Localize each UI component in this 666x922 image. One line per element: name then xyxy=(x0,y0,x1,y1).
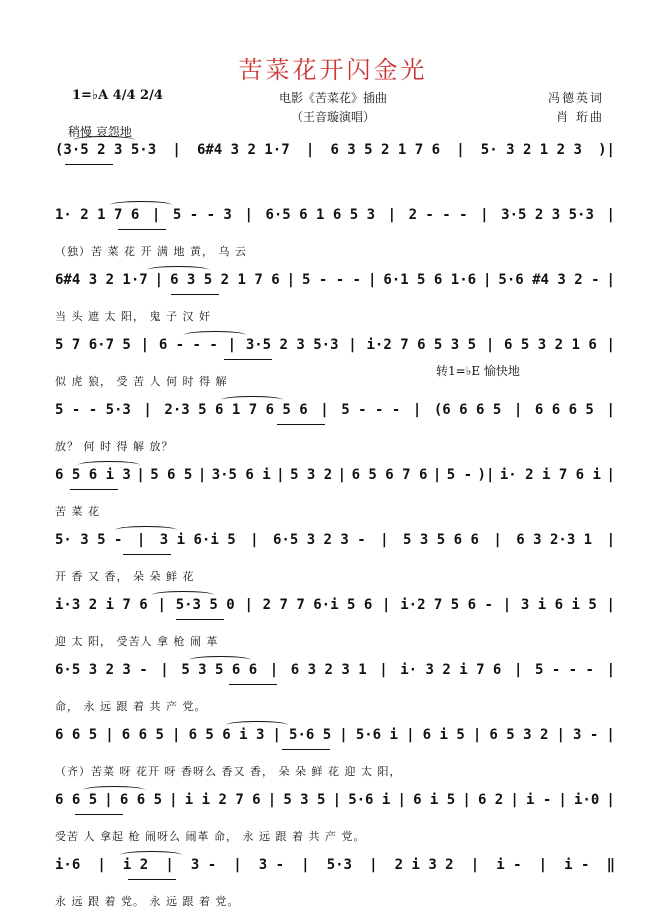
measure: 5· 3 2 1 2 3 xyxy=(480,142,582,158)
beam-line xyxy=(176,619,224,620)
beam-line xyxy=(70,489,118,490)
lyric-line: 似 虎 狼， 受 苦 人 何 时 得 解 xyxy=(55,375,228,388)
bar-line: ‖ xyxy=(606,857,615,873)
slur-mark xyxy=(120,851,182,859)
measure: 3 i 6·i 5 xyxy=(159,532,236,548)
beam-line xyxy=(118,229,166,230)
measure: 5 3 5 6 6 xyxy=(403,532,479,548)
measure: i 2 xyxy=(122,857,149,873)
measure: 6 3 2·3 1 xyxy=(516,532,593,548)
beam-line xyxy=(229,684,277,685)
measure: 5·6 5 xyxy=(289,727,332,743)
measure: 6 - - - xyxy=(158,337,218,353)
lyricist: 冯德英词 xyxy=(547,91,604,105)
bar-line: | xyxy=(382,597,391,613)
measure: 5 - - 5·3 xyxy=(55,402,131,418)
bar-line: | xyxy=(380,532,389,548)
notation-line xyxy=(55,337,615,361)
tempo-marking: 稍慢 哀怨地 xyxy=(68,125,132,139)
measure: 6·1 5 6 1·6 xyxy=(383,272,477,288)
measure: 5 6 5 xyxy=(150,467,193,483)
measure: i - xyxy=(525,792,552,808)
bar-line: | xyxy=(606,727,615,743)
bar-line: | xyxy=(140,337,150,353)
measure: 5 - - - xyxy=(534,662,594,678)
bar-line: | xyxy=(397,792,406,808)
bar-line: | xyxy=(493,532,502,548)
bar-line: | xyxy=(301,857,310,873)
score-row xyxy=(55,792,615,857)
lyric-line: 命， 永 远 跟 着 共 产 党。 xyxy=(55,700,207,713)
score-row xyxy=(55,142,615,207)
notation-line xyxy=(55,727,615,751)
measure: 5 3 2 xyxy=(290,467,333,483)
measure: 3 - xyxy=(190,857,217,873)
measure: 6 6 5 xyxy=(55,727,98,743)
measure: i - xyxy=(496,857,522,873)
lyric-line: 当 头 遮 太 阳， 鬼 子 汉 奸 xyxy=(55,310,211,323)
score-row xyxy=(55,532,615,597)
measure: 6 6 5 xyxy=(55,792,98,808)
slur-mark xyxy=(152,591,214,599)
measure: 3 - xyxy=(573,727,599,743)
measure: i· 3 2 i 7 6 xyxy=(400,662,502,678)
measure: 6 6 5 xyxy=(119,792,163,808)
measure: 6·5 3 2 3 - xyxy=(272,532,366,548)
bar-line: | xyxy=(470,857,480,873)
bar-line: | xyxy=(105,727,114,743)
notation-line xyxy=(55,207,615,231)
bar-line: | xyxy=(606,792,615,808)
measure: 5·6 i xyxy=(348,792,391,808)
measure: 6 3 5 2 1 7 6 xyxy=(170,272,280,288)
notation-line xyxy=(55,467,615,491)
measure: i i 2 7 6 xyxy=(184,792,261,808)
measure: i·2 7 6 5 3 5 xyxy=(366,337,477,353)
lyric-line: 开 香 又 香， 朵 朵 鲜 花 xyxy=(55,570,195,583)
beam-line xyxy=(224,359,272,360)
bar-line: | xyxy=(97,857,106,873)
measure: 3 i 6 i 5 xyxy=(520,597,597,613)
measure: 6 5 3 2 xyxy=(489,727,549,743)
measure: i·0 xyxy=(573,792,600,808)
bar-line: | xyxy=(337,467,347,483)
lyric-line: 放？ 何 时 得 解 放？ xyxy=(55,440,174,453)
measure: 6 5 6 7 6 xyxy=(351,467,428,483)
measure: 5·3 5 0 xyxy=(175,597,235,613)
bar-line: | xyxy=(606,662,615,678)
measure: 5 - - - xyxy=(301,272,361,288)
notation-line xyxy=(55,532,615,556)
modulation-marking: 转1=♭E 愉快地 xyxy=(436,364,520,378)
bar-line: | xyxy=(556,727,565,743)
slur-mark xyxy=(73,136,135,144)
measure: 6#4 3 2 1·7 xyxy=(55,272,148,288)
measure: 2·3 5 6 1 7 6 5 6 xyxy=(164,402,308,418)
beam-line xyxy=(123,554,171,555)
bar-line: | xyxy=(558,792,567,808)
slur-mark xyxy=(115,526,177,534)
bar-line: | xyxy=(151,207,161,223)
beam-line xyxy=(75,814,123,815)
measure: i·3 2 i 7 6 xyxy=(55,597,148,613)
notation-line xyxy=(55,792,615,816)
slur-mark xyxy=(184,331,246,339)
measure: 2 - - - xyxy=(408,207,468,223)
lyric-line: 苦 菜 花 xyxy=(55,505,100,518)
slur-mark xyxy=(226,721,288,729)
notation-score xyxy=(55,142,615,922)
measure: 1· 2 1 7 6 xyxy=(55,207,140,223)
measure: 3·5 6 i xyxy=(211,467,271,483)
bar-line: | xyxy=(462,792,471,808)
measure: 6 2 xyxy=(477,792,504,808)
bar-line: | xyxy=(483,272,492,288)
score-row xyxy=(55,337,615,402)
measure: 2 7 7 6·i 5 6 xyxy=(262,597,373,613)
bar-line: | xyxy=(169,792,178,808)
bar-line: | xyxy=(480,207,489,223)
slur-mark xyxy=(110,201,172,209)
bar-line: | xyxy=(160,662,169,678)
bar-line: | xyxy=(606,272,615,288)
lyric-line xyxy=(55,178,615,198)
notation-line xyxy=(55,857,615,881)
bar-line: | xyxy=(606,402,615,418)
bar-line: | xyxy=(456,142,465,158)
bar-line: | xyxy=(269,662,279,678)
bar-line: | xyxy=(227,337,237,353)
singer-credit: （王音璇演唱） xyxy=(290,110,375,124)
bar-line: | xyxy=(267,792,277,808)
measure: 3·5 2 3 5·3 xyxy=(501,207,594,223)
measure: 6·5 3 2 3 - xyxy=(55,662,148,678)
bar-line: | xyxy=(104,792,113,808)
measure: 5·6 #4 3 2 - xyxy=(498,272,600,288)
bar-line: | xyxy=(165,857,174,873)
bar-line: | xyxy=(367,272,377,288)
measure: 6 6 6 5 xyxy=(534,402,594,418)
measure: 6 i 5 xyxy=(413,792,456,808)
measure: 6 3 5 2 1 7 6 xyxy=(330,142,441,158)
measure: 6#4 3 2 1·7 xyxy=(196,142,290,158)
bar-line: | xyxy=(332,792,342,808)
measure: 5·6 i xyxy=(355,727,398,743)
measure: 6 5 6 i 3 xyxy=(55,467,131,483)
bar-line: | xyxy=(154,272,164,288)
beam-line xyxy=(282,749,330,750)
bar-line: | xyxy=(538,857,548,873)
beam-line xyxy=(171,294,219,295)
bar-line: )| xyxy=(477,467,495,483)
measure: 5 3 5 6 6 xyxy=(181,662,258,678)
notation-line xyxy=(55,402,615,426)
film-credit: 电影《苦菜花》插曲 xyxy=(278,91,387,105)
measure: 5 - - 3 xyxy=(172,207,232,223)
measure: (6 6 6 5 xyxy=(433,402,502,418)
bar-line: | xyxy=(197,467,207,483)
bar-line: | xyxy=(143,402,152,418)
bar-line: | xyxy=(606,467,615,483)
bar-line: | xyxy=(513,402,523,418)
song-title: 苦菜花开闪金光 xyxy=(238,56,428,84)
bar-line: | xyxy=(276,467,285,483)
measure: 6 i 5 xyxy=(422,727,465,743)
bar-line: | xyxy=(432,467,442,483)
score-row xyxy=(55,467,615,532)
measure: 6·5 6 1 6 5 3 xyxy=(265,207,376,223)
beam-line xyxy=(277,424,325,425)
bar-line: | xyxy=(339,727,348,743)
bar-line: | xyxy=(412,402,422,418)
bar-line: | xyxy=(369,857,378,873)
lyric-line: 迎 太 阳， 受苦人 拿 枪 闹 革 xyxy=(55,635,219,648)
bar-line: )| xyxy=(598,142,615,158)
bar-line: | xyxy=(406,727,415,743)
measure: 5 - - - xyxy=(341,402,401,418)
bar-line: | xyxy=(606,337,615,353)
measure: 6 5 6 i 3 xyxy=(188,727,265,743)
beam-line xyxy=(65,164,113,165)
slur-mark xyxy=(147,266,209,274)
lyric-line: （独）苦 菜 花 开 满 地 黄， 乌 云 xyxy=(55,245,247,258)
notation-line xyxy=(55,662,615,686)
bar-line: | xyxy=(513,662,523,678)
measure: i· 2 i 7 6 i xyxy=(499,467,601,483)
score-row xyxy=(55,207,615,272)
bar-line: | xyxy=(387,207,397,223)
bar-line: | xyxy=(320,402,329,418)
bar-line: | xyxy=(502,597,512,613)
measure: i - xyxy=(564,857,590,873)
bar-line: | xyxy=(136,532,146,548)
bar-line: | xyxy=(286,272,296,288)
measure: 6 5 3 2 1 6 xyxy=(504,337,597,353)
score-row xyxy=(55,727,615,792)
measure: 3 - xyxy=(258,857,285,873)
notation-line xyxy=(55,597,615,621)
bar-line: | xyxy=(272,727,281,743)
measure: 5·3 xyxy=(326,857,352,873)
score-row xyxy=(55,272,615,337)
notation-line xyxy=(55,142,615,166)
measure: 5 3 5 xyxy=(283,792,326,808)
slur-mark xyxy=(83,786,145,794)
bar-line: | xyxy=(472,727,482,743)
score-row xyxy=(55,662,615,727)
score-row xyxy=(55,597,615,662)
bar-line: | xyxy=(136,467,145,483)
measure: 5· 3 5 - xyxy=(55,532,123,548)
slur-mark xyxy=(78,461,140,469)
bar-line: | xyxy=(305,142,315,158)
lyric-line: 永 远 跟 着 党。 永 远 跟 着 党。 xyxy=(55,895,240,908)
bar-line: | xyxy=(172,142,181,158)
slur-mark xyxy=(221,396,283,404)
bar-line: | xyxy=(244,207,253,223)
bar-line: | xyxy=(510,792,519,808)
lyric-line: 受苦 人 拿起 枪 闹呀么 闹革 命， 永 远 跟 着 共 产 党。 xyxy=(55,830,366,843)
measure: 2 i 3 2 xyxy=(394,857,454,873)
bar-line: | xyxy=(233,857,242,873)
beam-line xyxy=(128,879,176,880)
bar-line: | xyxy=(244,597,253,613)
bar-line: | xyxy=(379,662,388,678)
notation-line xyxy=(55,272,615,296)
bar-line: | xyxy=(485,337,495,353)
bar-line: | xyxy=(348,337,357,353)
bar-line: | xyxy=(606,597,615,613)
measure: (3·5 2 3 5·3 xyxy=(55,142,157,158)
measure: 6 6 5 xyxy=(121,727,164,743)
measure: 5 7 6·7 5 xyxy=(55,337,131,353)
measure: i·6 xyxy=(55,857,81,873)
lyric-line: （齐）苦菜 呀 花开 呀 香呀么 香又 香， 朵 朵 鲜 花 迎 太 阳， xyxy=(55,765,402,778)
bar-line: | xyxy=(606,532,615,548)
key-signature: 1=♭A 4/4 2/4 xyxy=(72,88,163,103)
measure: 5 - xyxy=(446,467,473,483)
bar-line: | xyxy=(606,207,615,223)
measure: 6 3 2 3 1 xyxy=(290,662,367,678)
composer: 肖 珩曲 xyxy=(556,110,604,124)
bar-line: | xyxy=(172,727,181,743)
bar-line: | xyxy=(157,597,166,613)
measure: 3·5 2 3 5·3 xyxy=(245,337,339,353)
measure: i·2 7 5 6 - xyxy=(400,597,493,613)
bar-line: | xyxy=(250,532,259,548)
score-row xyxy=(55,857,615,922)
score-row xyxy=(55,402,615,467)
slur-mark xyxy=(189,656,251,664)
